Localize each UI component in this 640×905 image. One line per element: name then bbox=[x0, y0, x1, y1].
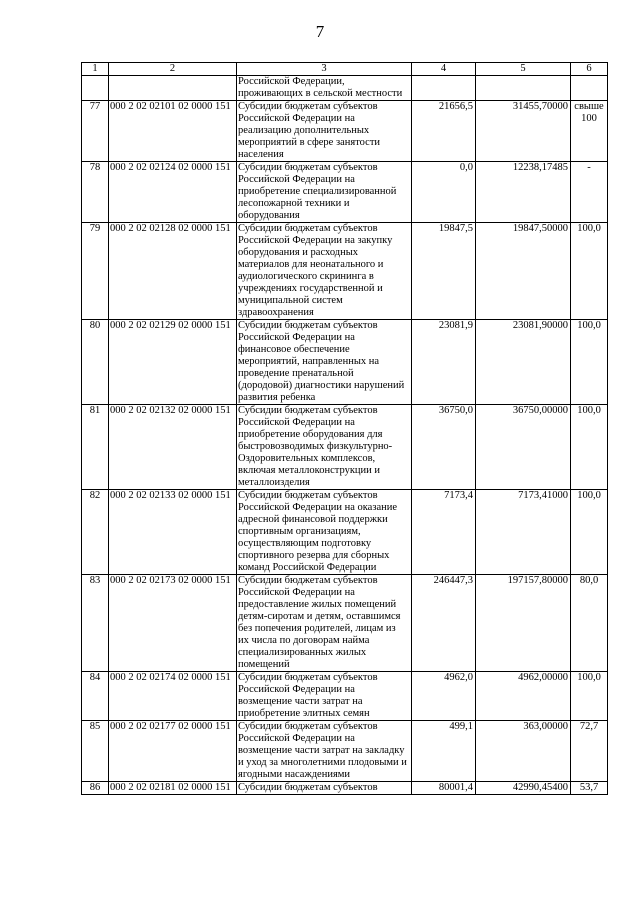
code-cell: 000 2 02 02128 02 0000 151 bbox=[109, 223, 237, 320]
description-cell: Российской Федерации, проживающих в сельской местности bbox=[237, 76, 412, 101]
table-row bbox=[82, 575, 608, 672]
fact-value-cell: 19847,50000 bbox=[476, 223, 571, 320]
percent-cell: 100,0 bbox=[571, 672, 608, 721]
percent-cell: - bbox=[571, 162, 608, 223]
fact-value-cell: 36750,00000 bbox=[476, 405, 571, 490]
table-row bbox=[82, 782, 608, 795]
table-row bbox=[82, 490, 608, 575]
percent-cell: 100,0 bbox=[571, 405, 608, 490]
fact-value-cell: 363,00000 bbox=[476, 721, 571, 782]
fact-value-cell: 197157,80000 bbox=[476, 575, 571, 672]
plan-value-cell: 0,0 bbox=[412, 162, 476, 223]
percent-cell: 53,7 bbox=[571, 782, 608, 795]
table-row bbox=[82, 162, 608, 223]
row-number-cell: 79 bbox=[82, 223, 109, 320]
column-header: 3 bbox=[237, 63, 412, 76]
table-row bbox=[82, 223, 608, 320]
description-cell: Субсидии бюджетам субъектов Российской Федерации на закупку оборудования и расходных материалов для неонатального и аудиологического скрининга в учреждениях государственной и муниципальной систем здравоохранения bbox=[237, 223, 412, 320]
plan-value-cell: 7173,4 bbox=[412, 490, 476, 575]
percent-cell: 100,0 bbox=[571, 320, 608, 405]
table-row-continuation bbox=[82, 76, 608, 101]
code-cell: 000 2 02 02124 02 0000 151 bbox=[109, 162, 237, 223]
row-number-cell: 83 bbox=[82, 575, 109, 672]
column-header: 1 bbox=[82, 63, 109, 76]
percent-cell: 72,7 bbox=[571, 721, 608, 782]
description-cell: Субсидии бюджетам субъектов Российской Федерации на финансовое обеспечение мероприятий, направленных на проведение пренатальной (дородовой) диагностики нарушений развития ребенка bbox=[237, 320, 412, 405]
code-cell: 000 2 02 02132 02 0000 151 bbox=[109, 405, 237, 490]
code-cell: 000 2 02 02133 02 0000 151 bbox=[109, 490, 237, 575]
description-cell: Субсидии бюджетам субъектов Российской Федерации на возмещение части затрат на приобретение элитных семян bbox=[237, 672, 412, 721]
row-number-cell: 77 bbox=[82, 101, 109, 162]
description-cell: Субсидии бюджетам субъектов Российской Федерации на оказание адресной финансовой поддержки спортивным организациям, осуществляющим подготовку спортивного резерва для сборных команд Российской Федерации bbox=[237, 490, 412, 575]
percent-cell: 100,0 bbox=[571, 223, 608, 320]
fact-value-cell: 7173,41000 bbox=[476, 490, 571, 575]
row-number-cell: 86 bbox=[82, 782, 109, 795]
subsidy-table bbox=[81, 62, 608, 795]
table-row bbox=[82, 721, 608, 782]
code-cell: 000 2 02 02177 02 0000 151 bbox=[109, 721, 237, 782]
description-cell: Субсидии бюджетам субъектов Российской Федерации на предоставление жилых помещений детям-сиротам и детям, оставшимся без попечения родителей, лицам из их числа по договорам найма специализированных жилых помещений bbox=[237, 575, 412, 672]
row-number-cell: 85 bbox=[82, 721, 109, 782]
plan-value-cell: 19847,5 bbox=[412, 223, 476, 320]
row-number-cell: 80 bbox=[82, 320, 109, 405]
plan-value-cell: 80001,4 bbox=[412, 782, 476, 795]
fact-value-cell: 23081,90000 bbox=[476, 320, 571, 405]
plan-value-cell: 21656,5 bbox=[412, 101, 476, 162]
page-number: 7 bbox=[315, 22, 325, 41]
description-cell: Субсидии бюджетам субъектов Российской Федерации на реализацию дополнительных мероприятий в сфере занятости населения bbox=[237, 101, 412, 162]
fact-value-cell: 31455,70000 bbox=[476, 101, 571, 162]
percent-cell: 100,0 bbox=[571, 490, 608, 575]
description-cell: Субсидии бюджетам субъектов Российской Федерации на возмещение части затрат на закладку и уход за многолетними плодовыми и ягодными насаждениями bbox=[237, 721, 412, 782]
table-header-row bbox=[82, 63, 608, 76]
plan-value-cell: 36750,0 bbox=[412, 405, 476, 490]
fact-value-cell: 12238,17485 bbox=[476, 162, 571, 223]
column-header: 4 bbox=[412, 63, 476, 76]
code-cell: 000 2 02 02173 02 0000 151 bbox=[109, 575, 237, 672]
description-cell: Субсидии бюджетам субъектов Российской Федерации на приобретение оборудования для быстровозводимых физкультурно-Оздоровительных комплексов, включая металлоконструкции и металлоизделия bbox=[237, 405, 412, 490]
code-cell: 000 2 02 02181 02 0000 151 bbox=[109, 782, 237, 795]
percent-cell: 80,0 bbox=[571, 575, 608, 672]
plan-value-cell: 499,1 bbox=[412, 721, 476, 782]
table-row bbox=[82, 320, 608, 405]
description-cell: Субсидии бюджетам субъектов Российской Федерации на приобретение специализированной лесопожарной техники и оборудования bbox=[237, 162, 412, 223]
code-cell: 000 2 02 02101 02 0000 151 bbox=[109, 101, 237, 162]
row-number-cell: 78 bbox=[82, 162, 109, 223]
fact-value-cell: 4962,00000 bbox=[476, 672, 571, 721]
row-number-cell: 81 bbox=[82, 405, 109, 490]
plan-value-cell: 23081,9 bbox=[412, 320, 476, 405]
code-cell: 000 2 02 02174 02 0000 151 bbox=[109, 672, 237, 721]
code-cell: 000 2 02 02129 02 0000 151 bbox=[109, 320, 237, 405]
table-row bbox=[82, 101, 608, 162]
description-cell: Субсидии бюджетам субъектов bbox=[237, 782, 412, 795]
column-header: 2 bbox=[109, 63, 237, 76]
fact-value-cell: 42990,45400 bbox=[476, 782, 571, 795]
plan-value-cell: 4962,0 bbox=[412, 672, 476, 721]
table-row bbox=[82, 672, 608, 721]
plan-value-cell: 246447,3 bbox=[412, 575, 476, 672]
column-header: 6 bbox=[571, 63, 608, 76]
row-number-cell: 84 bbox=[82, 672, 109, 721]
row-number-cell: 82 bbox=[82, 490, 109, 575]
table-row bbox=[82, 405, 608, 490]
column-header: 5 bbox=[476, 63, 571, 76]
percent-cell: свыше 100 bbox=[571, 101, 608, 162]
